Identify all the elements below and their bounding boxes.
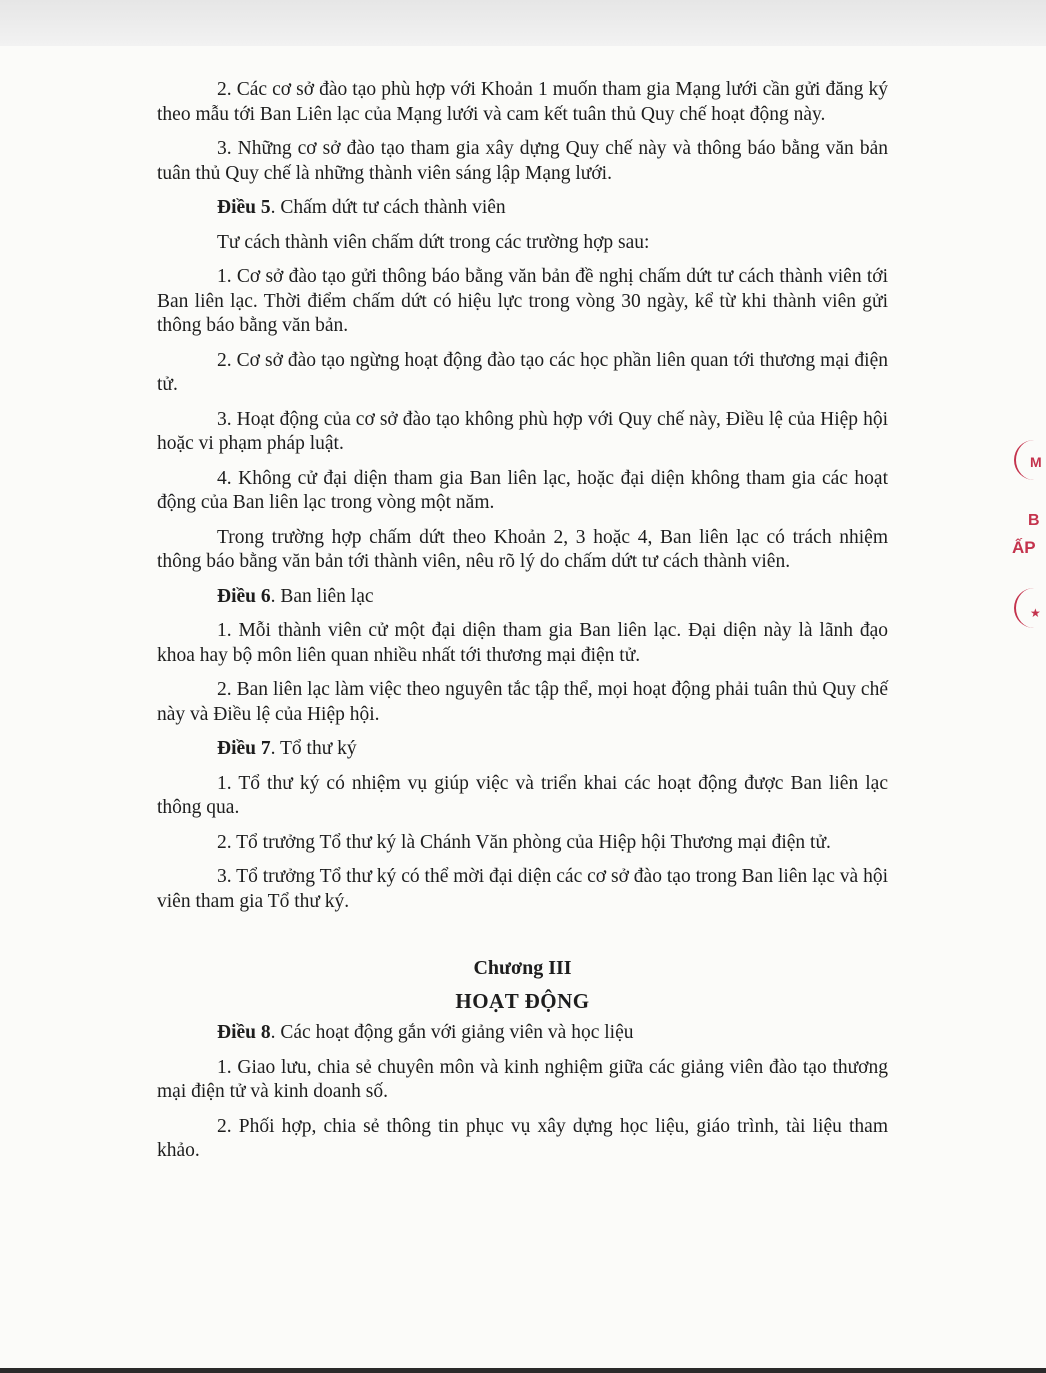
article-number: Điều 8	[217, 1022, 271, 1043]
paragraph: 4. Không cử đại diện tham gia Ban liên lạc, hoặc đại diện không tham gia các hoạt động của Ban liên lạc trong vòng một năm.	[157, 467, 888, 513]
paragraph: 2. Các cơ sở đào tạo phù hợp với Khoản 1 muốn tham gia Mạng lưới cần gửi đăng ký theo mẫu tới Ban Liên lạc của Mạng lưới và cam kết tuân thủ Quy chế hoạt động này.	[157, 79, 888, 125]
viewer-top-bar	[0, 0, 1046, 46]
article-heading	[157, 196, 888, 221]
chapter-title: HOẠT ĐỘNG	[455, 988, 590, 1013]
chapter-number: Chương III	[473, 957, 572, 979]
article-heading	[157, 1021, 888, 1046]
paragraph: 3. Tổ trưởng Tổ thư ký có thể mời đại diện các cơ sở đào tạo trong Ban liên lạc và hội viên tham gia Tổ thư ký.	[157, 866, 888, 912]
paragraph: 1. Giao lưu, chia sẻ chuyên môn và kinh nghiệm giữa các giảng viên đào tạo thương mại điện tử và kinh doanh số.	[157, 1056, 888, 1102]
red-seal-stamp	[1008, 430, 1046, 670]
paragraph: 2. Ban liên lạc làm việc theo nguyên tắc tập thể, mọi hoạt động phải tuân thủ Quy chế này và Điều lệ của Hiệp hội.	[157, 679, 888, 725]
article-title: . Chấm dứt tư cách thành viên	[270, 197, 506, 218]
paragraph: 1. Mỗi thành viên cử một đại diện tham gia Ban liên lạc. Đại diện này là lãnh đạo khoa hay bộ môn liên quan nhiều nhất tới thương mại điện tử.	[157, 620, 888, 666]
paragraph: 3. Những cơ sở đào tạo tham gia xây dựng Quy chế này và thông báo bằng văn bản tuân thủ Quy chế là những thành viên sáng lập Mạng lưới.	[157, 138, 888, 184]
paragraph: Tư cách thành viên chấm dứt trong các trường hợp sau:	[217, 231, 650, 253]
paragraph: 2. Cơ sở đào tạo ngừng hoạt động đào tạo các học phần liên quan tới thương mại điện tử.	[157, 349, 888, 395]
article-heading	[157, 585, 888, 610]
stamp-letters-ap: ẤP	[1012, 538, 1036, 557]
paragraph: 1. Cơ sở đào tạo gửi thông báo bằng văn bản đề nghị chấm dứt tư cách thành viên tới Ban liên lạc. Thời điểm chấm dứt có hiệu lực trong vòng 30 ngày, kể từ khi thành viên gửi thông báo bằng văn bản.	[157, 266, 888, 336]
article-title: . Tổ thư ký	[270, 738, 357, 759]
paragraph: 2. Tổ trưởng Tổ thư ký là Chánh Văn phòng của Hiệp hội Thương mại điện tử.	[217, 831, 831, 853]
article-heading	[157, 737, 888, 762]
article-number: Điều 6	[217, 585, 271, 607]
article-title: . Các hoạt động gắn với giảng viên và học liệu	[270, 1022, 634, 1043]
viewer-bottom-edge	[0, 1368, 1046, 1373]
article-title: . Ban liên lạc	[270, 585, 374, 607]
document-body	[157, 78, 888, 1174]
paragraph: 3. Hoạt động của cơ sở đào tạo không phù hợp với Quy chế này, Điều lệ của Hiệp hội hoặc vi phạm pháp luật.	[157, 408, 888, 454]
stamp-letter-b: B	[1028, 512, 1040, 529]
paragraph: 1. Tổ thư ký có nhiệm vụ giúp việc và triển khai các hoạt động được Ban liên lạc thông qua.	[157, 772, 888, 818]
paragraph: Trong trường hợp chấm dứt theo Khoản 2, 3 hoặc 4, Ban liên lạc có trách nhiệm thông báo bằng văn bản tới thành viên, nêu rõ lý do chấm dứt tư cách thành viên.	[157, 526, 888, 572]
article-number: Điều 7	[217, 738, 271, 759]
stamp-letter-m: M	[1030, 454, 1042, 470]
stamp-star-icon: ★	[1030, 606, 1041, 620]
paragraph: 2. Phối hợp, chia sẻ thông tin phục vụ xây dựng học liệu, giáo trình, tài liệu tham khảo.	[157, 1115, 888, 1161]
article-number: Điều 5	[217, 197, 271, 218]
